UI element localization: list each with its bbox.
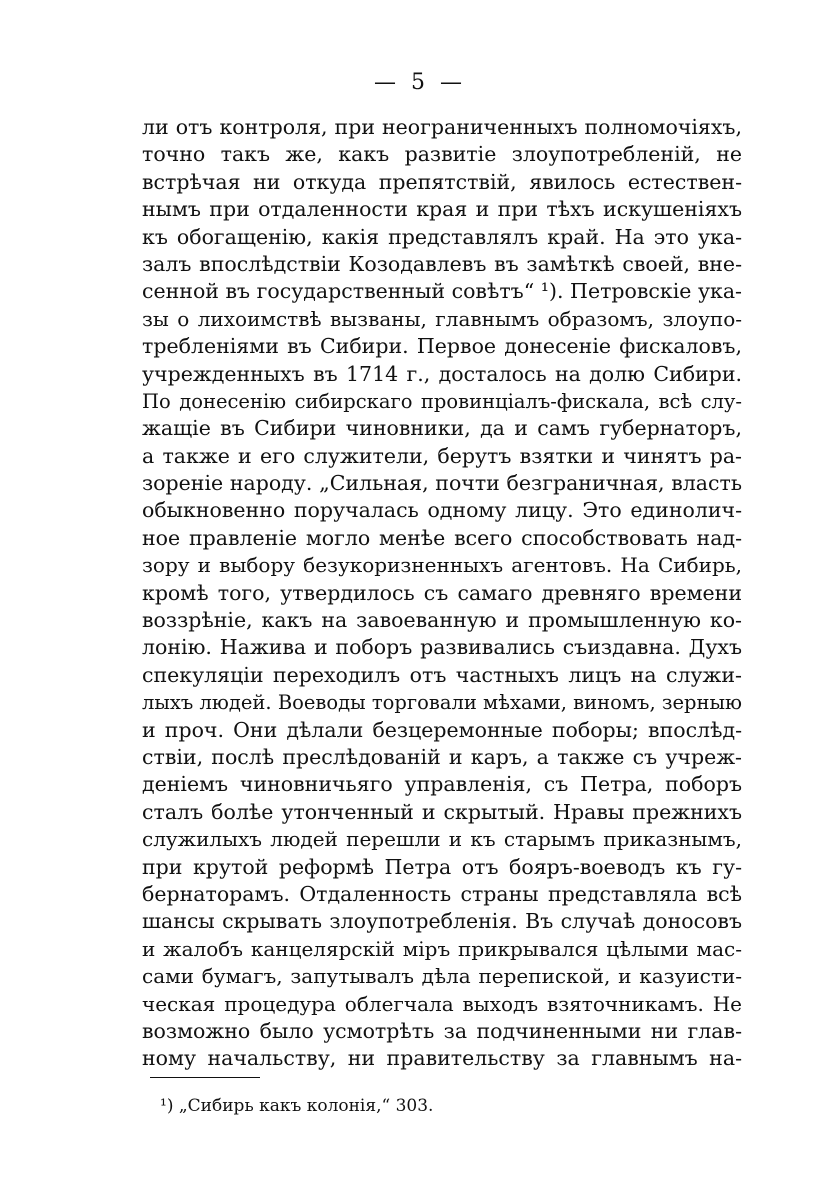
- text-line: и проч. Они дѣлали безцеремонные поборы; впослѣд-: [142, 717, 742, 742]
- text-line: сами бумагъ, запутывалъ дѣла перепиской, и казуисти-: [142, 964, 742, 989]
- text-line: лонію. Нажива и поборъ развивались съиздавна. Духъ: [142, 635, 742, 660]
- text-line: зору и выбору безукоризненныхъ агентовъ. На Сибирь,: [142, 553, 742, 578]
- text-line: воззрѣніе, какъ на завоеванную и промышленную ко-: [142, 608, 742, 633]
- text-line: лыхъ людей. Воеводы торговали мѣхами, виномъ, зерныю: [142, 691, 742, 715]
- text-line: ное правленіе могло менѣе всего способствовать над-: [142, 525, 742, 550]
- text-line: ному начальству, ни правительству за главнымъ на-: [142, 1046, 742, 1071]
- text-line: ли отъ контроля, при неограниченныхъ полномочіяхъ,: [142, 115, 742, 139]
- text-line: служилыхъ людей перешли и къ старымъ приказнымъ,: [142, 827, 742, 852]
- text-line: возможно было усмотрѣть за подчиненными ни глав-: [142, 1018, 742, 1043]
- text-line: жащіе въ Сибири чиновники, да и самъ губернаторъ,: [142, 416, 742, 441]
- text-line: сталъ болѣе утонченный и скрытый. Нравы прежнихъ: [142, 799, 742, 824]
- text-line: зореніе народу. „Сильная, почти безграничная, власть: [142, 471, 742, 496]
- body-text: [142, 114, 742, 1073]
- text-line: ческая процедура облегчала выходъ взяточникамъ. Не: [142, 991, 742, 1016]
- text-line: а также и его служители, берутъ взятки и чинятъ ра-: [142, 443, 742, 468]
- text-line: нымъ при отдаленности края и при тѣхъ искушеніяхъ: [142, 197, 742, 222]
- text-line: точно такъ же, какъ развитіе злоупотребленій, не: [142, 142, 742, 167]
- text-line: сенной въ государственный совѣтъ“ ¹). Петровскіе ука-: [142, 279, 742, 304]
- text-line: кромѣ того, утвердилось съ самаго древняго времени: [142, 580, 742, 605]
- text-line: По донесенію сибирскаго провинціалъ-фискала, всѣ слу-: [142, 389, 742, 413]
- text-line: ствіи, послѣ преслѣдованій и каръ, а также съ учреж-: [142, 744, 742, 769]
- text-line: деніемъ чиновничьяго управленія, съ Петра, поборъ: [142, 772, 742, 797]
- page-number: — 5 —: [374, 70, 466, 95]
- footnote: ¹) „Сибирь какъ колонія,“ 303.: [160, 1096, 434, 1116]
- text-line: при крутой реформѣ Петра отъ бояръ-воеводъ къ гу-: [142, 854, 742, 879]
- text-line: спекуляціи переходилъ отъ частныхъ лицъ на служи-: [142, 662, 742, 687]
- text-line: требленіями въ Сибири. Первое донесеніе фискаловъ,: [142, 334, 742, 359]
- text-line: и жалобъ канцелярскій міръ прикрывался цѣлыми мас-: [142, 936, 742, 961]
- text-line: зы о лихоимствѣ вызваны, главнымъ образомъ, злоупо-: [142, 306, 742, 331]
- footnote-divider: [150, 1077, 260, 1078]
- text-line: залъ впослѣдствіи Козодавлевъ въ замѣткѣ своей, вне-: [142, 251, 742, 276]
- text-line: учрежденныхъ въ 1714 г., досталось на долю Сибири.: [142, 361, 742, 386]
- text-line: обыкновенно поручалась одному лицу. Это единолич-: [142, 498, 742, 523]
- text-line: къ обогащенію, какія представлялъ край. На это ука-: [142, 224, 742, 249]
- text-line: встрѣчая ни откуда препятствій, явилось естествен-: [142, 169, 742, 194]
- text-line: бернаторамъ. Отдаленность страны представляла всѣ: [142, 881, 742, 906]
- text-line: шансы скрывать злоупотребленія. Въ случаѣ доносовъ: [142, 909, 742, 934]
